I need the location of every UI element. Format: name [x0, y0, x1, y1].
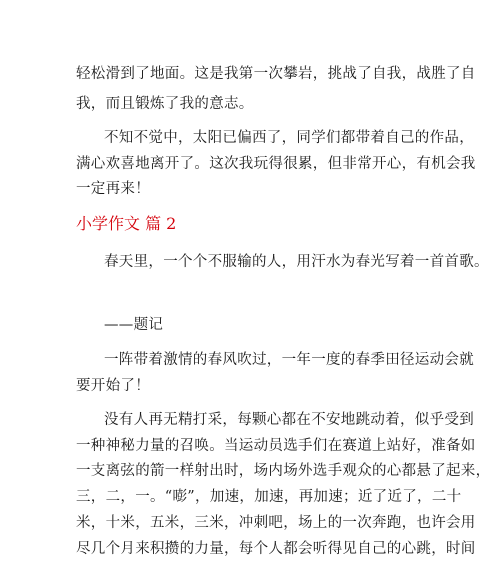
text-line: 满心欢喜地离开了。这次我玩得很累，但非常开心，有机会我	[76, 156, 476, 172]
text-line: 轻松滑到了地面。这是我第一次攀岩，挑战了自我，战胜了自	[76, 66, 476, 82]
text-line: 没有人再无精打采，每颗心都在不安地跳动着，似乎受到	[104, 412, 474, 428]
text-line: 一阵带着激情的春风吹过，一年一度的春季田径运动会就	[104, 352, 474, 368]
epigraph-credit: ——题记	[104, 317, 164, 333]
text-line: 米，十米，五米，三米，冲刺吧，场上的一次奔跑，也许会用	[76, 515, 476, 531]
text-line: 我，而且锻炼了我的意志。	[76, 96, 254, 112]
text-line: 三，二，一。“嘭”，加速，加速，再加速；近了近了，二十	[76, 489, 462, 505]
text-line: 春天里，一个个不服输的人，用汗水为春光写着一首首歌。	[104, 254, 489, 270]
text-line: 尽几个月来积攒的力量，每个人都会听得见自己的心跳，时间	[76, 541, 476, 557]
text-line: 一种神秘力量的召唤。当运动员选手们在赛道上站好，准备如	[76, 438, 476, 454]
text-line: 不知不觉中，太阳已偏西了，同学们都带着自己的作品，	[104, 130, 474, 146]
text-line: 要开始了！	[76, 378, 150, 394]
text-line: 一支离弦的箭一样射出时，场内场外选手观众的心都悬了起来，	[76, 463, 491, 479]
section-heading: 小学作文 篇 2	[76, 214, 177, 233]
text-line: 一定再来！	[76, 181, 150, 197]
